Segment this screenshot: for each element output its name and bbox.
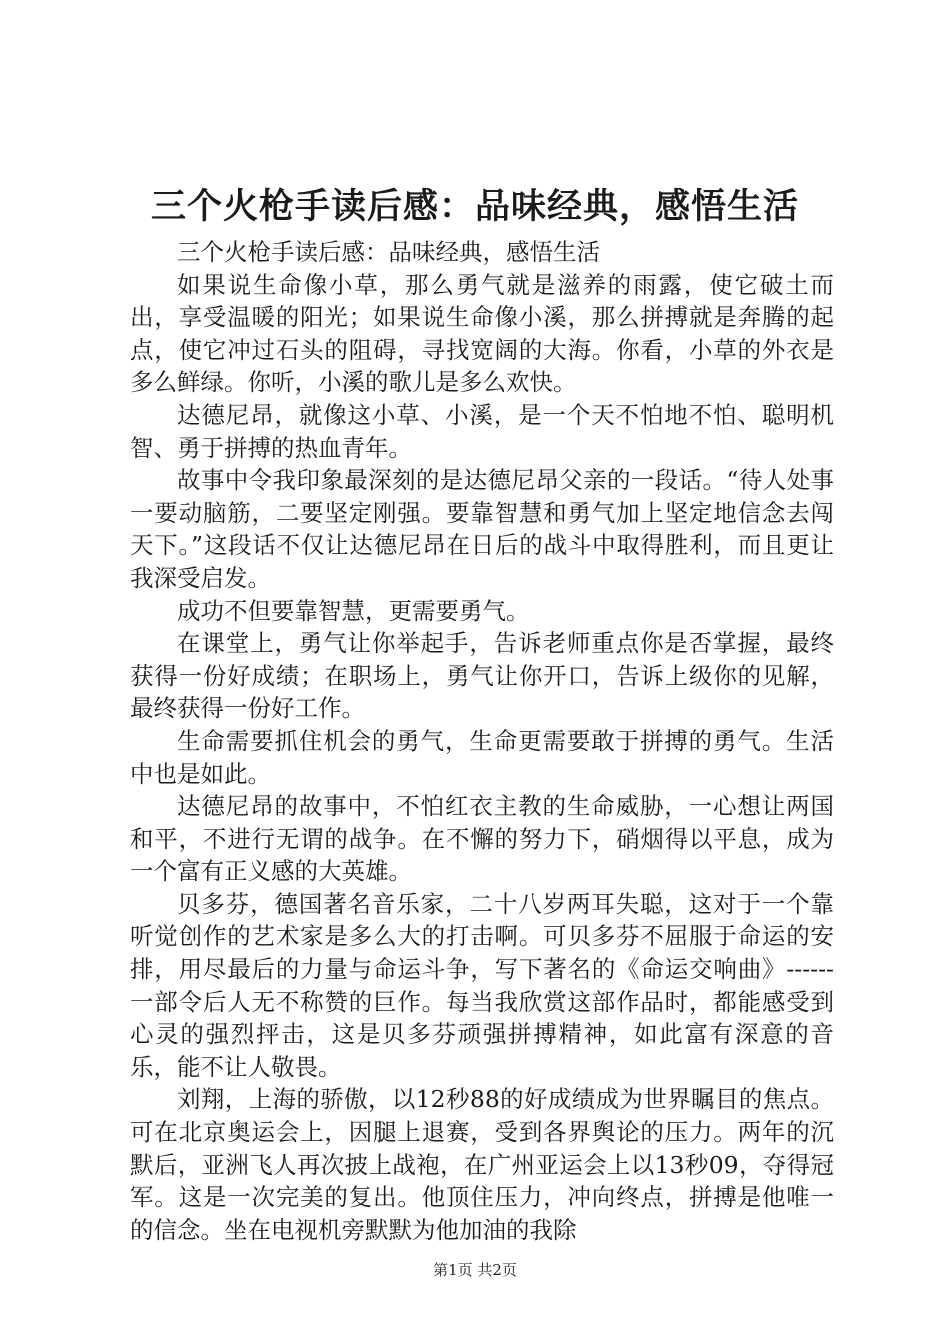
- paragraph: 在课堂上，勇气让你举起手，告诉老师重点你是否掌握，最终获得一份好成绩；在职场上，勇气让你开口，告诉上级你的见解，最终获得一份好工作。: [130, 629, 834, 723]
- paragraph: 成功不但要靠智慧，更需要勇气。: [177, 596, 530, 625]
- paragraph: 刘翔，上海的骄傲，以12秒88的好成绩成为世界瞩目的焦点。可在北京奥运会上，因腿上退赛，受到各界舆论的压力。两年的沉默后，亚洲飞人再次披上战袍，在广州亚运会上以13秒09，夺得冠军。这是一次完美的复出。他顶住压力，冲向终点，拼搏是他唯一的信念。坐在电视机旁默默为他加油的我除: [130, 1085, 834, 1244]
- paragraph: 达德尼昂的故事中，不怕红衣主教的生命威胁，一心想让两国和平，不进行无谓的战争。在不懈的努力下，硝烟得以平息，成为一个富有正义感的大英雄。: [130, 792, 834, 886]
- page-footer: 第1页 共2页: [433, 1261, 517, 1279]
- paragraph: 生命需要抓住机会的勇气，生命更需要敢于拼搏的勇气。生活中也是如此。: [130, 726, 834, 788]
- paragraph: 达德尼昂，就像这小草、小溪，是一个天不怕地不怕、聪明机智、勇于拼搏的热血青年。: [130, 400, 834, 462]
- paragraph: 三个火枪手读后感：品味经典，感悟生活: [177, 238, 600, 266]
- document-title: 三个火枪手读后感：品味经典，感悟生活: [150, 186, 799, 227]
- paragraph: 贝多芬，德国著名音乐家，二十八岁两耳失聪，这对于一个靠听觉创作的艺术家是多么大的打击啊。可贝多芬不屈服于命运的安排，用尽最后的力量与命运斗争，写下著名的《命运交响曲》------一部令后人无不称赞的巨作。每当我欣赏这部作品时，都能感受到心灵的强烈抨击，这是贝多芬顽强拼搏精神，如此富有深意的音乐，能不让人敬畏。: [130, 889, 834, 1081]
- paragraph: 如果说生命像小草，那么勇气就是滋养的雨露，使它破土而出，享受温暖的阳光；如果说生命像小溪，那么拼搏就是奔腾的起点，使它冲过石头的阻碍，寻找宽阔的大海。你看，小草的外衣是多么鲜绿。你听，小溪的歌儿是多么欢快。: [130, 270, 834, 397]
- paragraph: 故事中令我印象最深刻的是达德尼昂父亲的一段话。“待人处事一要动脑筋，二要坚定刚强。要靠智慧和勇气加上坚定地信念去闯天下。”这段话不仅让达德尼昂在日后的战斗中取得胜利，而且更让我深受启发。: [130, 466, 834, 592]
- document-body: [130, 236, 834, 1246]
